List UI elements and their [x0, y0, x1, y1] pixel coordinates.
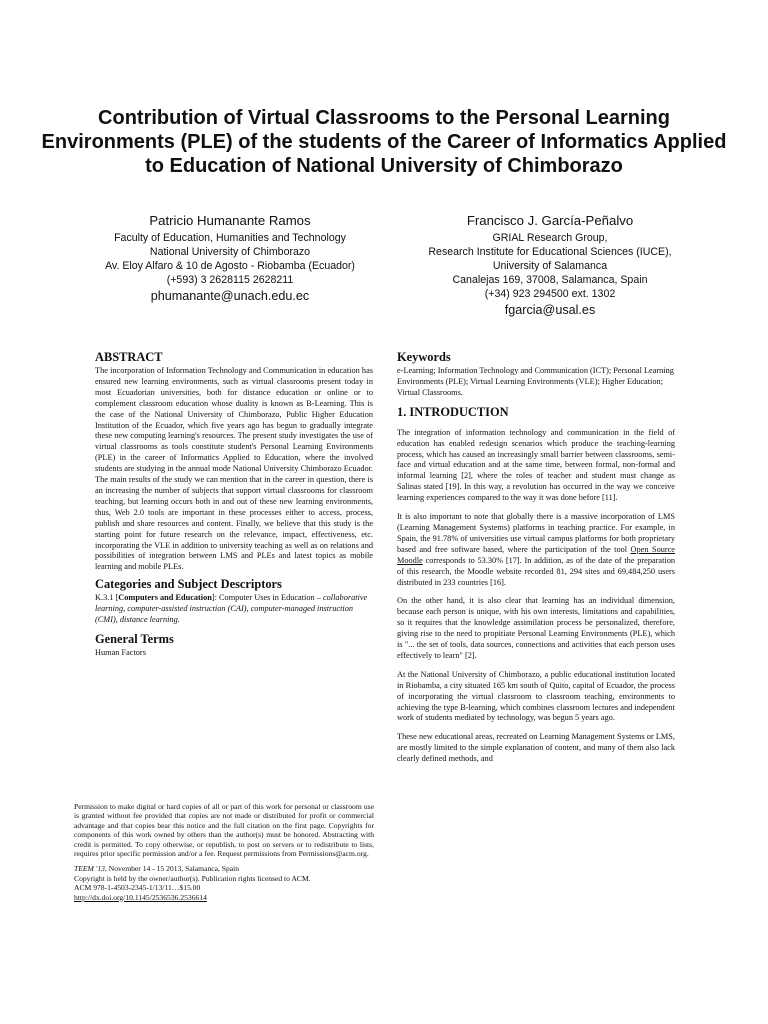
- abstract-text: The incorporation of Information Technology and Communication in education has ensured new learning environments, such as virtual classrooms present today in most Ecuadorian universities, both for distance education or online or to complement classroom education whose duality is known as B-Learning. This is the case of the National University of Chimborazo, Public Higher Education Institution of the Ecuador, which five years ago has begun to gradually integrate these new computing learning's resources. The present study investigates the use of virtual classrooms as tools constitute student's Personal Learning Environments (PLE) in the career of Informatics Applied to Education, where the involved students are studying in the annual mode National University Chimborazo Ecuador. The main results of the study we can mention that in the career in question, there is an increasing the number of subjects that support virtual classrooms for classroom teaching, but learning occurs both in and out of these new learning environments, thus, Web 2.0 tools are important in these processes either to access, process, publish and share resources and content. Finally, we believe that this study is the starting point for future research on the relevance, impact, effectiveness, etc. incorporating the VLE in addition to university teaching as well as on relations and possibilities of integration between LMS and PLEs and latest topics as mobile learning and mobile PLEs.: [95, 366, 373, 572]
- intro-p2-start: It is also important to note that globally there is a massive incorporation of LMS (Learning Management Systems) platforms in teaching practice. For example, in Spain, the 91.78% of universities use virtual campus platforms for both proprietary based and free software based, where the participation of the tool: [397, 512, 675, 554]
- introduction-section: [397, 405, 675, 765]
- intro-paragraph-3: On the other hand, it is also clear that learning has an individual dimension, because each person is unique, with his own interests, limitations and capabilities, so it requires that the knowledge assimilation process be personalized, therefore, giving rise to the need to propitiate Personal Learning Environments (PLE), which is "... the set of tools, data sources, connections and activities that each person uses effectively to learn" [2].: [397, 596, 675, 660]
- left-column: [95, 350, 373, 659]
- author-affiliation-line: GRIAL Research Group,: [492, 232, 608, 244]
- intro-paragraph-5: These new educational areas, recreated on Learning Management Systems or LMS, are mostly limited to the simple explanation of content, and many of them also lack clearly defined methods, and: [397, 732, 675, 764]
- moodle-link[interactable]: Open Source Moodle: [397, 544, 675, 565]
- keywords-text: e-Learning; Information Technology and Communication (ICT); Personal Learning Environments (PLE); Virtual Learning Environments (VLE); Higher Education; Virtual Classrooms.: [397, 366, 674, 397]
- author-email[interactable]: phumanante@unach.edu.ec: [150, 289, 310, 303]
- author-affiliation-line: Faculty of Education, Humanities and Technology: [114, 232, 346, 244]
- general-terms-text: Human Factors: [95, 647, 146, 657]
- conference-line: [74, 864, 374, 873]
- conference-date: , November 14 - 15 2013, Salamanca, Spain: [104, 864, 240, 874]
- keywords-section: [397, 350, 675, 399]
- author-name: Patricio Humanante Ramos: [149, 213, 311, 228]
- author-name: Francisco J. García-Peñalvo: [466, 213, 634, 228]
- category-name: Computers and Education: [118, 593, 212, 603]
- categories-heading: Categories and Subject Descriptors: [95, 577, 282, 592]
- copyright-line: Copyright is held by the owner/author(s). Publication rights licensed to ACM.: [74, 873, 311, 883]
- permission-block: [74, 802, 374, 902]
- author-affiliation-line: University of Salamanca: [492, 260, 608, 272]
- isbn-line: ACM 978-1-4503-2345-1/13/11…$15.00: [74, 883, 201, 893]
- author-address-line: Av. Eloy Alfaro & 10 de Agosto - Riobamba (Ecuador): [105, 260, 355, 272]
- right-column: [397, 350, 675, 773]
- intro-p2-end: corresponds to 53.30% [17]. In addition, as of the date of the preparation of this research, the Moodle website recorded 81, 294 sites and 69,484,250 users distributed in 233 countries [16].: [397, 555, 675, 587]
- categories-text: [95, 593, 373, 626]
- author-phone: (+593) 3 2628115 2628211: [166, 274, 294, 286]
- conference-name: TEEM '13: [74, 864, 105, 874]
- author-affiliation-line: Research Institute for Educational Sciences (IUCE),: [428, 246, 672, 258]
- introduction-heading: 1. INTRODUCTION: [397, 404, 509, 419]
- keywords-heading: Keywords: [397, 350, 451, 364]
- author-phone: (+34) 923 294500 ext. 1302: [484, 288, 616, 300]
- categories-section: [95, 577, 373, 626]
- paper-title: Contribution of Virtual Classrooms to the Personal Learning Environments (PLE) of the students of the Career of Informatics Applied to Education of National University of Chimborazo: [41, 107, 727, 177]
- author-address-line: Canalejas 169, 37008, Salamanca, Spain: [452, 274, 648, 286]
- intro-paragraph-2: [397, 512, 675, 588]
- category-descriptors: – collaborative learning, computer-assisted instruction (CAI), computer-managed instruction (CMI), distance learning.: [95, 593, 368, 625]
- intro-paragraph-1: The integration of information technology and communication in the field of education has enabled redesign scenarios which produce the teaching-learning process, which has caused an increasingly small barrier between classrooms, semi-face and virtual education and at the same time, between formal, non-formal and informal learning [2], where the roles of teacher and student must change as Salinas stated [19]. In this way, a revolution has occurred in the way we conceive learning experiences compared to the way it was done before [11].: [397, 427, 675, 503]
- author-block-2: [400, 212, 700, 319]
- doi-link[interactable]: http://dx.doi.org/10.1145/2536536.2536614: [74, 892, 207, 902]
- abstract-heading: ABSTRACT: [95, 350, 163, 364]
- category-code: K.3.1 [: [95, 593, 119, 603]
- author-email[interactable]: fgarcia@usal.es: [504, 303, 596, 317]
- author-block-1: [80, 212, 380, 305]
- category-description: ]: Computer Uses in Education: [211, 593, 315, 603]
- intro-paragraph-4: At the National University of Chimborazo, a public educational institution located in Riobamba, a city situated 165 km south of Quito, capital of Ecuador, the process of incorporating the virtual classroom to classroom teaching, environments to achieving the type B-learning, which combines classroom lectures and independent work of students mediated by technology, was begun 5 years ago.: [397, 669, 675, 723]
- general-terms-heading: General Terms: [95, 631, 174, 646]
- abstract-section: [95, 350, 373, 573]
- author-affiliation-line: National University of Chimborazo: [149, 246, 311, 258]
- permission-text: Permission to make digital or hard copies of all or part of this work for personal or classroom use is granted without fee provided that copies are not made or distributed for profit or commercial advantage and that copies bear this notice and the full citation on the first page. Copyrights for components of this work owned by others than the author(s) must be honored. Abstracting with credit is permitted. To copy otherwise, or republish, to post on servers or to redistribute to lists, requires prior specific permission and/or a fee. Request permissions from Permissions@acm.org.: [74, 802, 374, 859]
- general-terms-section: [95, 632, 373, 659]
